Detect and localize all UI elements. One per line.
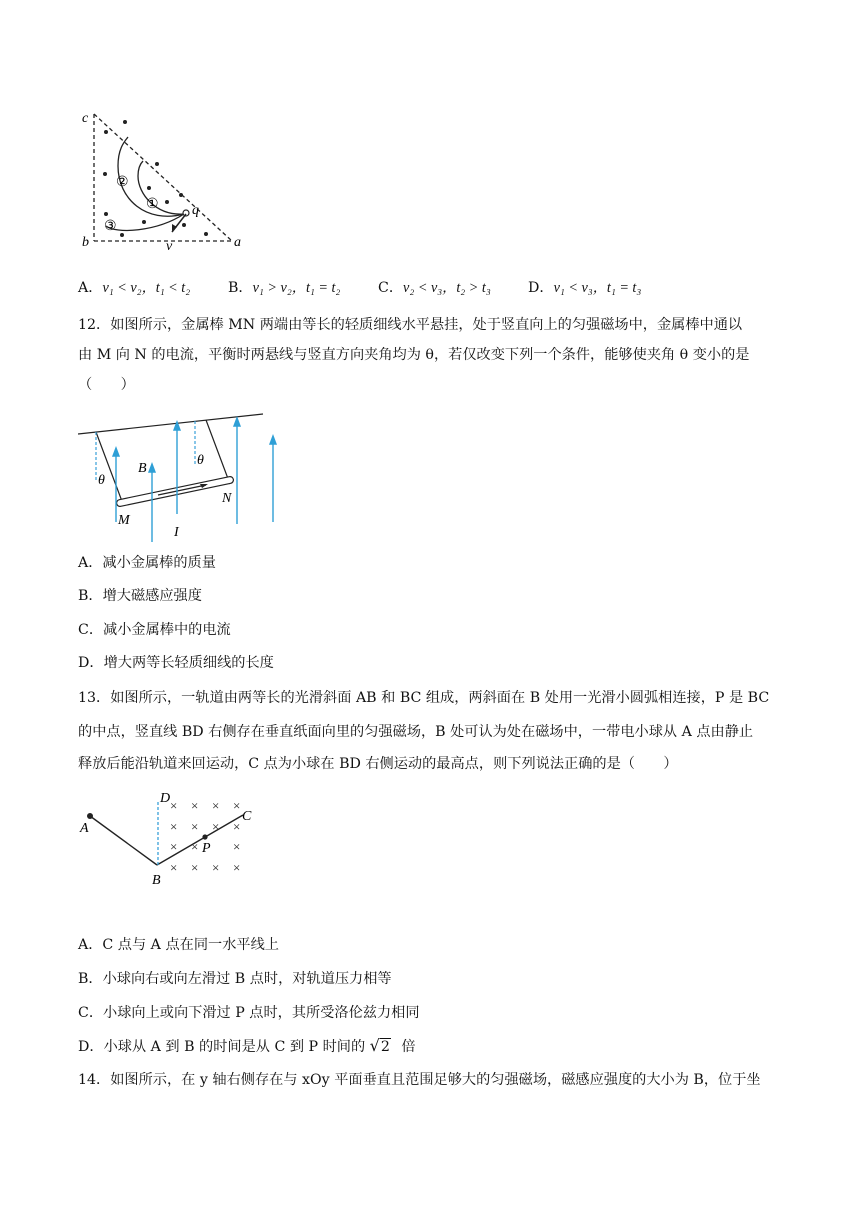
q12-stem-line-1: 12．如图所示，金属棒 MN 两端由等长的轻质细线水平悬挂，处于竖直向上的匀强磁场中，金属棒中通以: [78, 317, 743, 333]
svg-text:×: ×: [170, 839, 178, 854]
sqrt-symbol: √: [369, 1036, 380, 1055]
svg-text:×: ×: [191, 819, 199, 834]
fig11-label-v: v: [166, 239, 173, 254]
fig13-label-a: A: [80, 821, 89, 836]
svg-text:×: ×: [191, 860, 199, 875]
svg-text:×: ×: [170, 819, 178, 834]
q12-option-c[interactable]: C．减小金属棒中的电流: [78, 622, 231, 638]
fig11-label-path1: ①: [146, 197, 159, 212]
q13-option-d-suffix: 倍: [401, 1039, 416, 1055]
svg-text:×: ×: [191, 839, 199, 854]
fig13-label-b: B: [152, 873, 161, 888]
fig13-label-p: P: [202, 841, 211, 856]
q13-option-d[interactable]: [78, 1036, 416, 1056]
q14-stem-line-1: 14．如图所示，在 y 轴右侧存在与 xOy 平面垂直且范围足够大的匀强磁场，磁感应强度的大小为 B，位于坐: [78, 1072, 761, 1088]
fig13-label-c: C: [242, 809, 252, 824]
svg-text:×: ×: [212, 798, 220, 813]
figure-q13: [78, 788, 268, 888]
fig12-label-n: N: [222, 491, 232, 506]
figure-q11: [76, 104, 256, 254]
q11-option-c[interactable]: C．v₂ < v₃，t₂ > t₃: [378, 280, 491, 296]
fig11-label-a: a: [234, 235, 241, 250]
q13-option-a[interactable]: A．C 点与 A 点在同一水平线上: [78, 937, 279, 953]
svg-text:×: ×: [233, 839, 241, 854]
q13-option-d-text: D．小球从 A 到 B 的时间是从 C 到 P 时间的: [78, 1039, 366, 1055]
fig13-label-d: D: [160, 791, 171, 806]
q13-stem-line-2: 的中点，竖直线 BD 右侧存在垂直纸面向里的匀强磁场，B 处可认为处在磁场中，一带电小球从 A 点由静止: [78, 724, 754, 740]
q12-stem-line-2: 由 M 向 N 的电流，平衡时两悬线与竖直方向夹角均为 θ，若仅改变下列一个条件，能够使夹角 θ 变小的是: [78, 347, 750, 363]
q13-stem-line-1: 13．如图所示，一轨道由两等长的光滑斜面 AB 和 BC 组成，两斜面在 B 处用一光滑小圆弧相连接，P 是 BC: [78, 690, 770, 706]
svg-text:×: ×: [233, 819, 241, 834]
fig12-label-b: B: [138, 461, 147, 476]
q12-stem-line-3: （ ）: [78, 377, 135, 393]
q12-option-d[interactable]: D．增大两等长轻质细线的长度: [78, 655, 274, 671]
fig11-label-b: b: [82, 235, 89, 250]
svg-text:×: ×: [191, 798, 199, 813]
q12-option-a[interactable]: A．减小金属棒的质量: [78, 555, 216, 571]
figure-q12: [78, 404, 298, 544]
q12-option-b[interactable]: B．增大磁感应强度: [78, 588, 202, 604]
svg-text:×: ×: [170, 860, 178, 875]
fig11-label-c: c: [82, 111, 89, 126]
svg-text:×: ×: [212, 860, 220, 875]
fig12-theta-left: θ: [98, 473, 105, 488]
svg-text:×: ×: [233, 860, 241, 875]
svg-text:×: ×: [233, 798, 241, 813]
q11-option-d[interactable]: D．v₁ < v₃，t₁ = t₃: [528, 280, 642, 296]
fig12-label-m: M: [118, 513, 130, 528]
q13-option-b[interactable]: B．小球向右或向左滑过 B 点时，对轨道压力相等: [78, 971, 392, 987]
fig11-label-path2: ②: [116, 175, 129, 190]
fig11-label-path3: ③: [104, 219, 117, 234]
fig11-label-q: q: [192, 203, 199, 218]
sqrt-radicand: 2: [380, 1039, 390, 1055]
q11-option-b[interactable]: B．v₁ > v₂，t₁ = t₂: [228, 280, 341, 296]
fig12-theta-right: θ: [197, 453, 204, 468]
q13-option-c[interactable]: C．小球向上或向下滑过 P 点时，其所受洛伦兹力相同: [78, 1005, 420, 1021]
q11-option-a[interactable]: A．v₁ < v₂，t₁ < t₂: [78, 280, 191, 296]
fig12-label-i: I: [174, 525, 179, 540]
svg-text:×: ×: [212, 819, 220, 834]
q13-stem-line-3: 释放后能沿轨道来回运动，C 点为小球在 BD 右侧运动的最高点，则下列说法正确的是（ ）: [78, 756, 678, 772]
svg-text:×: ×: [170, 798, 178, 813]
